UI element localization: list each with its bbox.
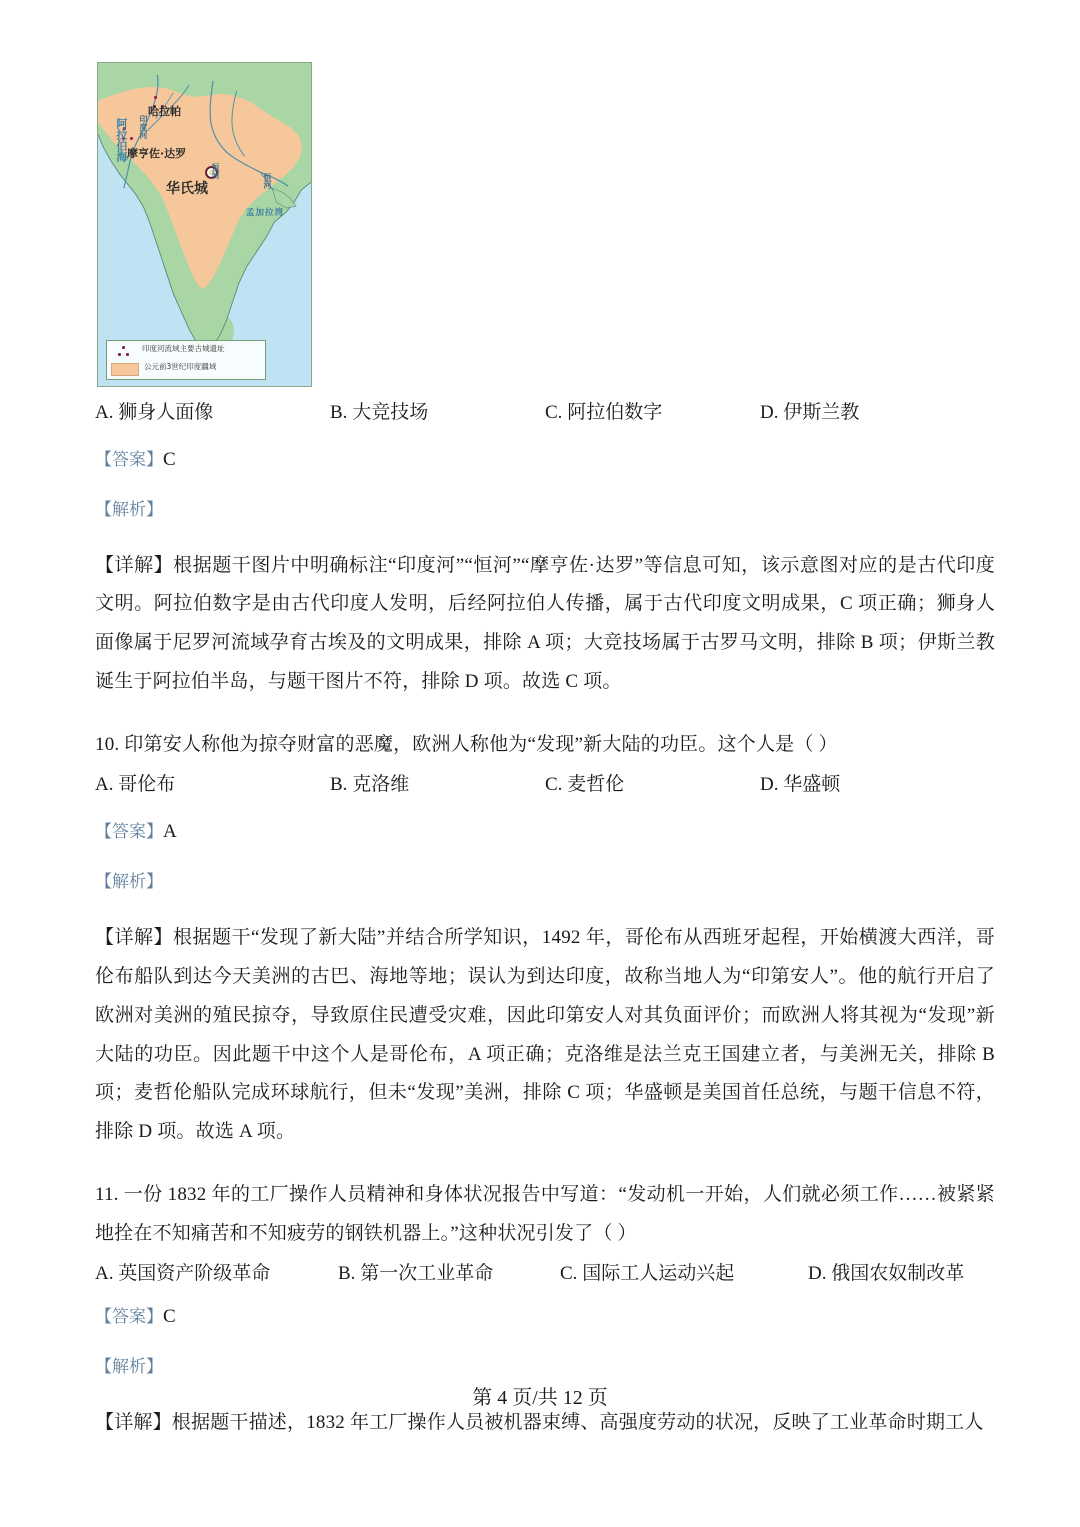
q9-option-b-text: 大竞技场 xyxy=(352,402,429,423)
q10-option-a-text: 哥伦布 xyxy=(118,774,176,796)
legend-label-sites: 印度河流域主要古城遗址 xyxy=(142,344,225,353)
q11-option-b[interactable] xyxy=(338,1260,560,1289)
q10-option-d[interactable] xyxy=(760,771,840,800)
q11-detail-paragraph: 【详解】根据题干描述，1832 年工厂操作人员被机器束缚、高强度劳动的状况，反映了工业革命时期工人 xyxy=(95,1411,984,1433)
q9-option-a[interactable] xyxy=(95,399,330,428)
q9-option-c[interactable] xyxy=(545,399,760,428)
q9-option-b-label: B. xyxy=(330,402,348,423)
map-label-arabian-sea: 阿拉伯海 xyxy=(114,118,128,162)
q10-option-b-text: 克洛维 xyxy=(352,774,410,796)
map-label-bay-of-bengal: 孟加拉湾 xyxy=(246,208,285,218)
site-dot xyxy=(154,96,157,99)
q10-stem: 10. 印第安人称他为掠夺财富的恶魔，欧洲人称他为“发现”新大陆的功臣。这个人是（ ） xyxy=(95,734,838,756)
q10-options xyxy=(95,771,995,800)
q11-answer-tag: 【答案】 xyxy=(95,1306,163,1327)
q11-analysis-tag: 【解析】 xyxy=(95,1357,163,1378)
q11-answer-line xyxy=(95,1303,995,1332)
q10-analysis-tag: 【解析】 xyxy=(95,872,163,893)
site-dots-icon xyxy=(111,344,137,359)
q11-option-d-label: D. xyxy=(808,1263,827,1285)
q10-option-d-text: 华盛顿 xyxy=(783,774,841,796)
q9-detail-paragraph: 【详解】根据题干图片中明确标注“印度河”“恒河”“摩亨佐·达罗”等信息可知，该示意图对应的是古代印度文明。阿拉伯数字是由古代印度人发明，后经阿拉伯人传播，属于古代印度文明成果，C 项正确；狮身人面像属于尼罗河流域孕育古埃及的文明成果，排除 A 项；大竞技场属于古罗马文明，排除 B 项；伊斯兰教诞生于阿拉伯半岛，与题干图片不符，排除 D 项。故选 C 项。 xyxy=(95,554,995,693)
territory-swatch-icon xyxy=(111,363,139,376)
q11-option-c-text: 国际工人运动兴起 xyxy=(582,1263,735,1285)
map-label-ganges-river: 恒河 xyxy=(211,163,220,179)
q11-option-d-text: 俄国农奴制改革 xyxy=(831,1263,965,1285)
q11-answer-value: C xyxy=(163,1305,176,1327)
q9-answer-tag: 【答案】 xyxy=(95,449,163,470)
q9-option-a-text: 狮身人面像 xyxy=(118,402,214,423)
q10-option-b-label: B. xyxy=(330,774,348,796)
q11-option-a[interactable] xyxy=(95,1260,338,1289)
map-label-ganges-river-2: 恒河 xyxy=(263,173,272,189)
q11-options xyxy=(95,1260,995,1289)
q10-option-c[interactable] xyxy=(545,771,760,800)
q9-answer-value: C xyxy=(163,448,176,470)
map-label-pataliputra: 华氏城 xyxy=(166,181,208,197)
q11-stem: 11. 一份 1832 年的工厂操作人员精神和身体状况报告中写道：“发动机一开始，人们就必须工作……被紧紧地拴在不知痛苦和不知疲劳的钢铁机器上。”这种状况引发了（ ） xyxy=(95,1184,995,1245)
q10-answer-tag: 【答案】 xyxy=(95,821,163,842)
q11-option-d[interactable] xyxy=(808,1260,964,1289)
q10-option-d-label: D. xyxy=(760,774,779,796)
q10-option-c-label: C. xyxy=(545,774,563,796)
q10-option-a-label: A. xyxy=(95,774,114,796)
legend-label-territory: 公元前3世纪印度疆域 xyxy=(144,362,217,371)
q9-option-b[interactable] xyxy=(330,399,545,428)
q11-option-b-label: B. xyxy=(338,1263,356,1285)
map-label-harappa: 哈拉帕 xyxy=(148,105,181,118)
q10-analysis-line xyxy=(95,868,995,897)
q9-option-c-label: C. xyxy=(545,402,563,423)
legend-row-territory xyxy=(111,362,261,376)
q11-option-c-label: C. xyxy=(560,1263,578,1285)
q10-answer-line xyxy=(95,818,995,847)
q10-detail-paragraph: 【详解】根据题干“发现了新大陆”并结合所学知识，1492 年，哥伦布从西班牙起程，开始横渡大西洋，哥伦布船队到达今天美洲的古巴、海地等地；误认为到达印度，故称当地人为“印第安人”。他的航行开启了欧洲对美洲的殖民掠夺，导致原住民遭受灾难，因此印第安人对其负面评价；而欧洲人将其视为“发现”新大陆的功臣。因此题干中这个人是哥伦布，A 项正确；克洛维是法兰克王国建立者，与美洲无关，排除 B 项；麦哲伦船队完成环球航行，但未“发现”美洲，排除 C 项；华盛顿是美国首任总统，与题干信息不符，排除 D 项。故选 A 项。 xyxy=(95,926,995,1143)
q11-analysis-line xyxy=(95,1353,995,1382)
q9-analysis-tag: 【解析】 xyxy=(95,500,163,520)
q11-option-a-text: 英国资产阶级革命 xyxy=(118,1263,271,1285)
map-label-indus-river: 印度河 xyxy=(139,115,148,139)
q9-analysis-line xyxy=(95,496,995,525)
q9-option-d-label: D. xyxy=(760,402,779,423)
page-footer: 第 4 页/共 12 页 xyxy=(472,1387,608,1409)
q9-option-d[interactable] xyxy=(760,399,859,428)
q10-option-c-text: 麦哲伦 xyxy=(567,774,625,796)
q11-option-c[interactable] xyxy=(560,1260,808,1289)
map-label-mohenjo-daro: 摩亨佐·达罗 xyxy=(127,147,187,160)
q9-option-a-label: A. xyxy=(95,402,114,423)
q10-answer-value: A xyxy=(163,820,177,842)
q11-option-b-text: 第一次工业革命 xyxy=(360,1263,494,1285)
map-graphic xyxy=(98,63,311,386)
q11-option-a-label: A. xyxy=(95,1263,114,1285)
q9-option-c-text: 阿拉伯数字 xyxy=(567,402,663,423)
q10-option-a[interactable] xyxy=(95,771,330,800)
q10-option-b[interactable] xyxy=(330,771,545,800)
page-content xyxy=(95,62,995,1457)
map-legend xyxy=(106,340,266,380)
ancient-india-map-figure xyxy=(97,62,312,387)
q9-options xyxy=(95,399,995,428)
q9-answer-line xyxy=(95,446,995,475)
q9-option-d-text: 伊斯兰教 xyxy=(783,402,860,423)
legend-row-sites xyxy=(111,344,261,359)
